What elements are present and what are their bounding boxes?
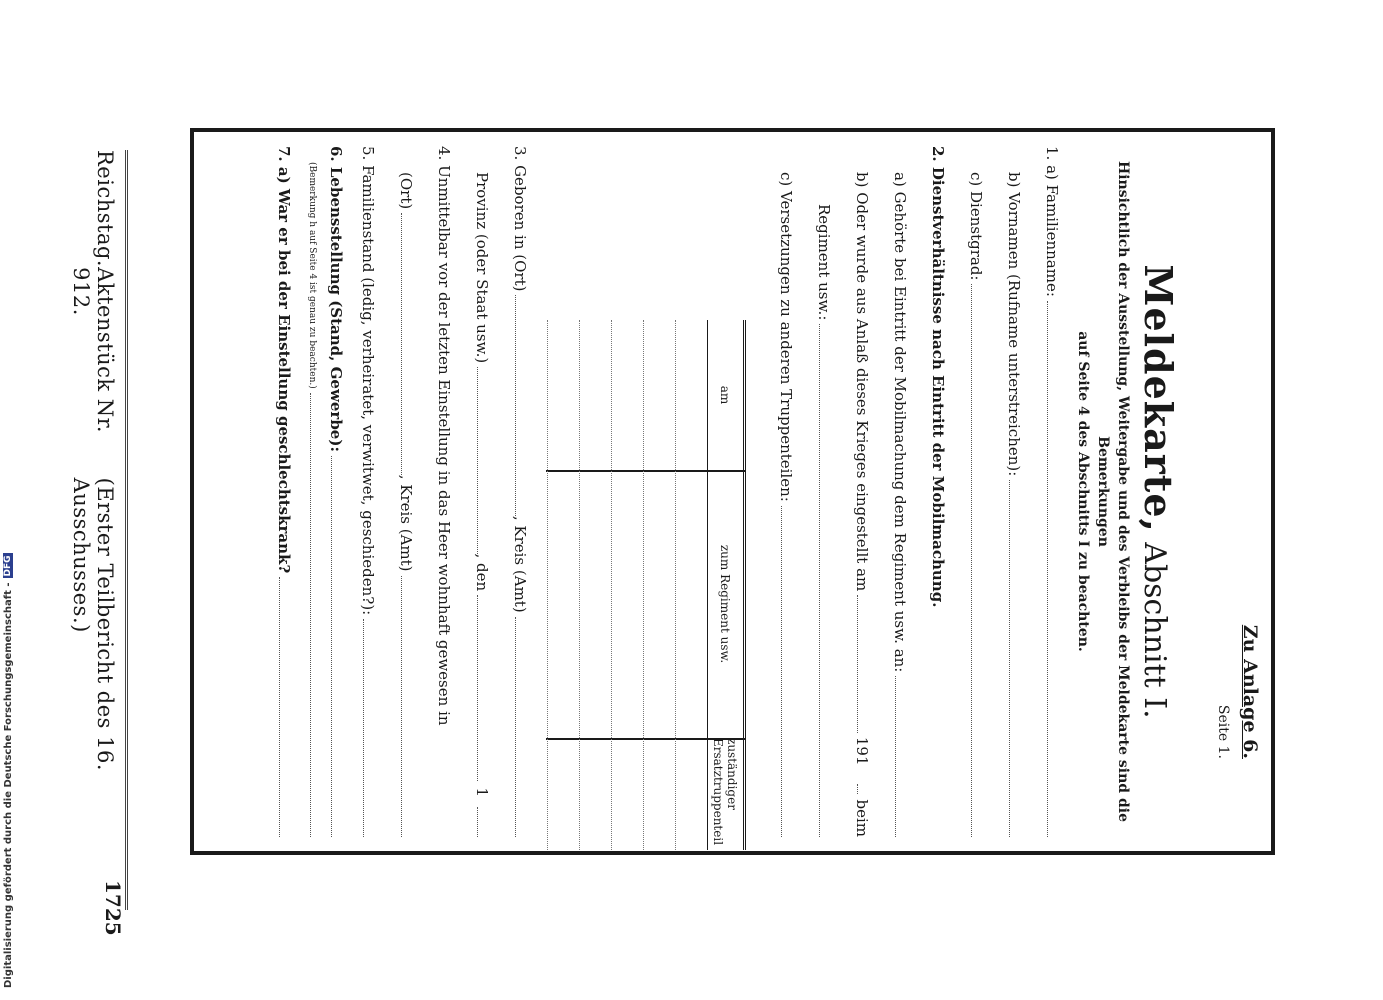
intro-line-1: Hinsichtlich der Ausstellung, Weitergabe und des Verbleibs der Meldekarte sind die Bemerkungen — [1095, 161, 1131, 822]
field-2b-label: b) Oder wurde aus Anlaß dieses Krieges eingestellt am — [853, 172, 871, 592]
intro-line-2: auf Seite 4 des Abschnitts I zu beachten. — [1075, 331, 1091, 652]
field-3-provinz-label: Provinz (oder Staat usw.) — [473, 172, 491, 364]
field-3-den-line — [477, 595, 490, 781]
field-2 — [929, 146, 947, 837]
title-main: Meldekarte, — [1136, 264, 1181, 533]
field-2-label: 2. Dienstverhältnisse nach Eintritt der Mobilmachung. — [929, 146, 947, 608]
field-4-ort-line — [401, 213, 414, 474]
table-row — [675, 320, 676, 850]
field-1b — [1005, 172, 1023, 837]
card-title — [1136, 132, 1181, 851]
page-header — [69, 150, 128, 910]
field-3-year-line — [477, 807, 490, 837]
field-3-provinz — [473, 172, 491, 837]
field-2b — [853, 172, 871, 837]
field-1a-line — [1047, 301, 1060, 837]
field-2c — [777, 172, 795, 837]
field-4-ort — [397, 172, 415, 837]
table-row — [579, 320, 580, 850]
table-col-rule-1 — [546, 470, 746, 472]
field-1c-line — [971, 284, 984, 837]
field-6-note-text: (Bemerkung h auf Seite 4 ist genau zu beachten.) — [307, 162, 317, 389]
table-header — [710, 320, 740, 850]
field-1c-label: c) Dienstgrad: — [967, 172, 985, 281]
field-1b-label: b) Vornamen (Rufname unterstreichen): — [1005, 172, 1023, 477]
versetzungen-table — [546, 320, 746, 850]
table-header-rule — [707, 320, 708, 850]
col-header-am: am — [718, 385, 732, 405]
field-2b-year-line — [857, 784, 870, 794]
col-header-regiment: zum Regiment usw. — [718, 544, 732, 664]
field-7a — [275, 146, 293, 837]
field-4-kreis: , Kreis (Amt) — [397, 474, 415, 572]
field-5 — [359, 146, 377, 837]
field-3-kreis: , Kreis (Amt) — [511, 515, 529, 613]
field-2a-label: a) Gehörte bei Eintritt der Mobilmachung dem Regiment usw. an: — [891, 172, 909, 673]
field-2b-beim: beim — [853, 799, 871, 837]
field-2c-label: c) Versetzungen zu anderen Truppenteilen: — [777, 172, 795, 502]
meldekarte-card — [190, 128, 1275, 855]
field-1a-label: 1. a) Familienname: — [1043, 146, 1061, 297]
field-3-kreis-line — [515, 617, 528, 837]
field-5-label: 5. Familienstand (ledig, verheiratet, verwitwet, geschieden?): — [359, 146, 377, 616]
field-2a — [891, 172, 909, 837]
field-2b-regiment-line — [819, 324, 832, 837]
field-2a-line — [895, 676, 908, 837]
field-1c — [967, 172, 985, 837]
field-7a-line — [279, 577, 292, 837]
field-1b-line — [1009, 480, 1022, 837]
field-3 — [511, 146, 529, 837]
table-row — [547, 320, 548, 850]
intro-text — [1073, 142, 1133, 841]
digitization-note — [1, 0, 15, 1000]
table-col-rule-2 — [546, 738, 746, 740]
header-middle: Aktenstück Nr. 912. — [69, 267, 117, 434]
digitization-note-text: Digitalisierung gefördert durch die Deutsche Forschungsgemeinschaft - — [2, 582, 14, 988]
field-6 — [327, 146, 345, 837]
field-4-kreis-line — [401, 576, 414, 837]
table-row — [643, 320, 644, 850]
field-2b-regiment — [815, 204, 833, 837]
table-row — [611, 320, 612, 850]
field-4-label: 4. Unmittelbar vor der letzten Einstellung in das Heer wohnhaft gewesen in — [435, 146, 453, 726]
field-2b-regiment-label: Regiment usw.: — [815, 204, 833, 321]
table-top-rule — [743, 320, 746, 850]
header-left: Reichstag. — [93, 150, 117, 268]
dfg-logo: DFG — [3, 555, 13, 577]
field-5-line — [363, 619, 376, 837]
field-2b-line — [857, 595, 870, 733]
field-7a-label: 7. a) War er bei der Einstellung geschlechtskrank? — [275, 146, 293, 574]
field-6-line — [331, 456, 344, 837]
page-number: 1725 — [101, 880, 125, 936]
field-3-year: 1 — [473, 787, 491, 797]
field-6-note — [307, 162, 323, 837]
field-4 — [435, 146, 453, 837]
field-2c-line — [781, 506, 794, 837]
title-sub: Abschnitt I. — [1137, 542, 1172, 719]
zu-anlage: Zu Anlage 6. — [1239, 624, 1261, 759]
field-1a — [1043, 146, 1061, 837]
field-6-label: 6. Lebensstellung (Stand, Gewerbe): — [327, 146, 345, 452]
field-2b-year: 191 — [853, 736, 871, 766]
field-3-provinz-line — [477, 367, 490, 553]
field-3-den: , den — [473, 553, 491, 592]
field-6-note-line — [310, 393, 323, 837]
header-right: (Erster Teilbericht des 16. Ausschusses.) — [69, 477, 117, 772]
field-3-label: 3. Geboren in (Ort) — [511, 146, 529, 292]
seite-label: Seite 1. — [1215, 704, 1231, 759]
field-4-ort-label: (Ort) — [397, 172, 415, 210]
col-header-ersatz: zuständiger Ersatztruppenteil — [711, 738, 739, 846]
field-3-line — [515, 295, 528, 515]
